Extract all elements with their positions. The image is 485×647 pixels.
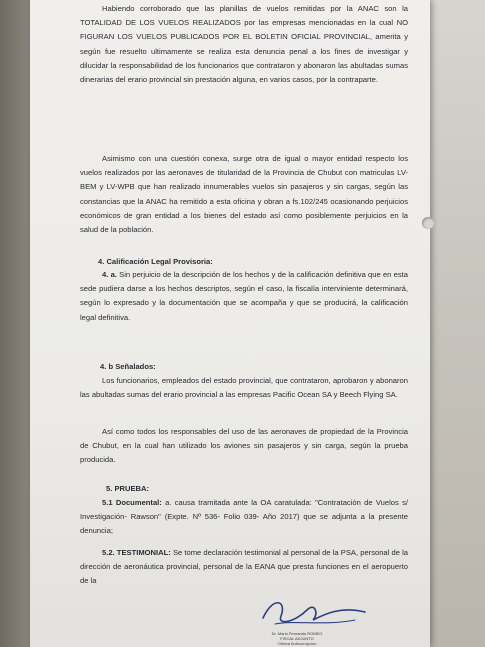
section-5-1-text: a. causa tramitada ante la OA caratulada: "Contratación de Vuelos s/ Investigación- Rawson" (Expte. Nº 536- Folio 039- Año 2017) que se adjunta a la presente denuncia;	[80, 498, 408, 536]
punch-hole	[422, 217, 434, 229]
document-page	[30, 0, 430, 647]
signature-role: FISCAL ADJUNTO	[280, 636, 314, 641]
section-4-heading: 4. Calificación Legal Provisoria:	[98, 257, 213, 266]
section-5-1	[80, 496, 408, 539]
signature-stamp	[252, 631, 342, 646]
section-4a-label: 4. a.	[102, 270, 117, 279]
section-5-2-label: 5.2. TESTIMONIAL:	[102, 548, 171, 557]
paragraph-1: Habiendo corroborado que las planillas de vuelos remitidas por la ANAC son la TOTALIDAD DE LOS VUELOS REALIZADOS por las empresas mencionadas en la cual NO FIGURAN LOS VUELOS PUBLICADOS POR EL BOLETIN OFICIAL PROVINCIAL, amerita y según fue resuelto ultimamente se realiza esta denuncia penal a los fines de investigar y dilucidar la responsabilidad de los funcionarios que contrataron y abonaron las abultadas sumas dinerarias del erario provincial sin prestación alguna, en varios casos, por la contraparte.	[80, 4, 408, 85]
section-5-2-text: Se tome declaración testimonial al personal de la PSA, personal de la dirección de aeronáutica provincial, personal de la EANA que presta funciones en el aeropuerto de la	[80, 548, 408, 586]
section-4b-paragraph-1: Los funcionarios, empleados del estado provincial, que contrataron, aprobaron y abonaron las abultadas sumas del erario provincial a las empresas Pacific Ocean SA y Beech Flying SA.	[80, 376, 408, 400]
section-5-2	[80, 546, 408, 589]
signature-name: Dr. Mario Fernando ROMEO	[271, 631, 323, 636]
section-5-heading: 5. PRUEBA:	[106, 484, 150, 493]
section-4b-heading: 4. b Señalados:	[100, 362, 156, 371]
background-left	[0, 0, 30, 647]
section-4a-text: Sin perjuicio de la descripción de los hechos y de la calificación definitiva que en esta sede pudiera darse a los hechos descriptos, según el caso, la fiscalía interviniente determinará, según lo expresado y la documentación que se acompaña y que se producirá, la calificación legal definitiva.	[80, 270, 408, 322]
paragraph-2: Asimismo con una cuestión conexa, surge otra de igual o mayor entidad respecto los vuelos realizados por las aeronaves de titularidad de la Provincia de Chubut con matriculas LV- BEM y LV-WPB que han realizado innumerables vuelos sin pasajeros y sin cargas, según las constancias que la ANAC ha remitido a esta oficina y obran a fs.102/245 ocasionando perjuicios económicos de gran entidad a los bienes del estado así como posiblemente perjuicios en la salud de la población.	[80, 154, 408, 235]
section-5-1-label: 5.1 Documental:	[102, 498, 162, 507]
section-4a	[80, 268, 408, 325]
section-4b-paragraph-2: Así como todos los responsables del uso de las aeronaves de propiedad de la Provincia de Chubut, en la cual han utilizado los aviones sin pasajeros y sin carga, según la prueba producida.	[80, 427, 408, 465]
signature-office: Oficina Anticorrupción	[277, 641, 317, 646]
